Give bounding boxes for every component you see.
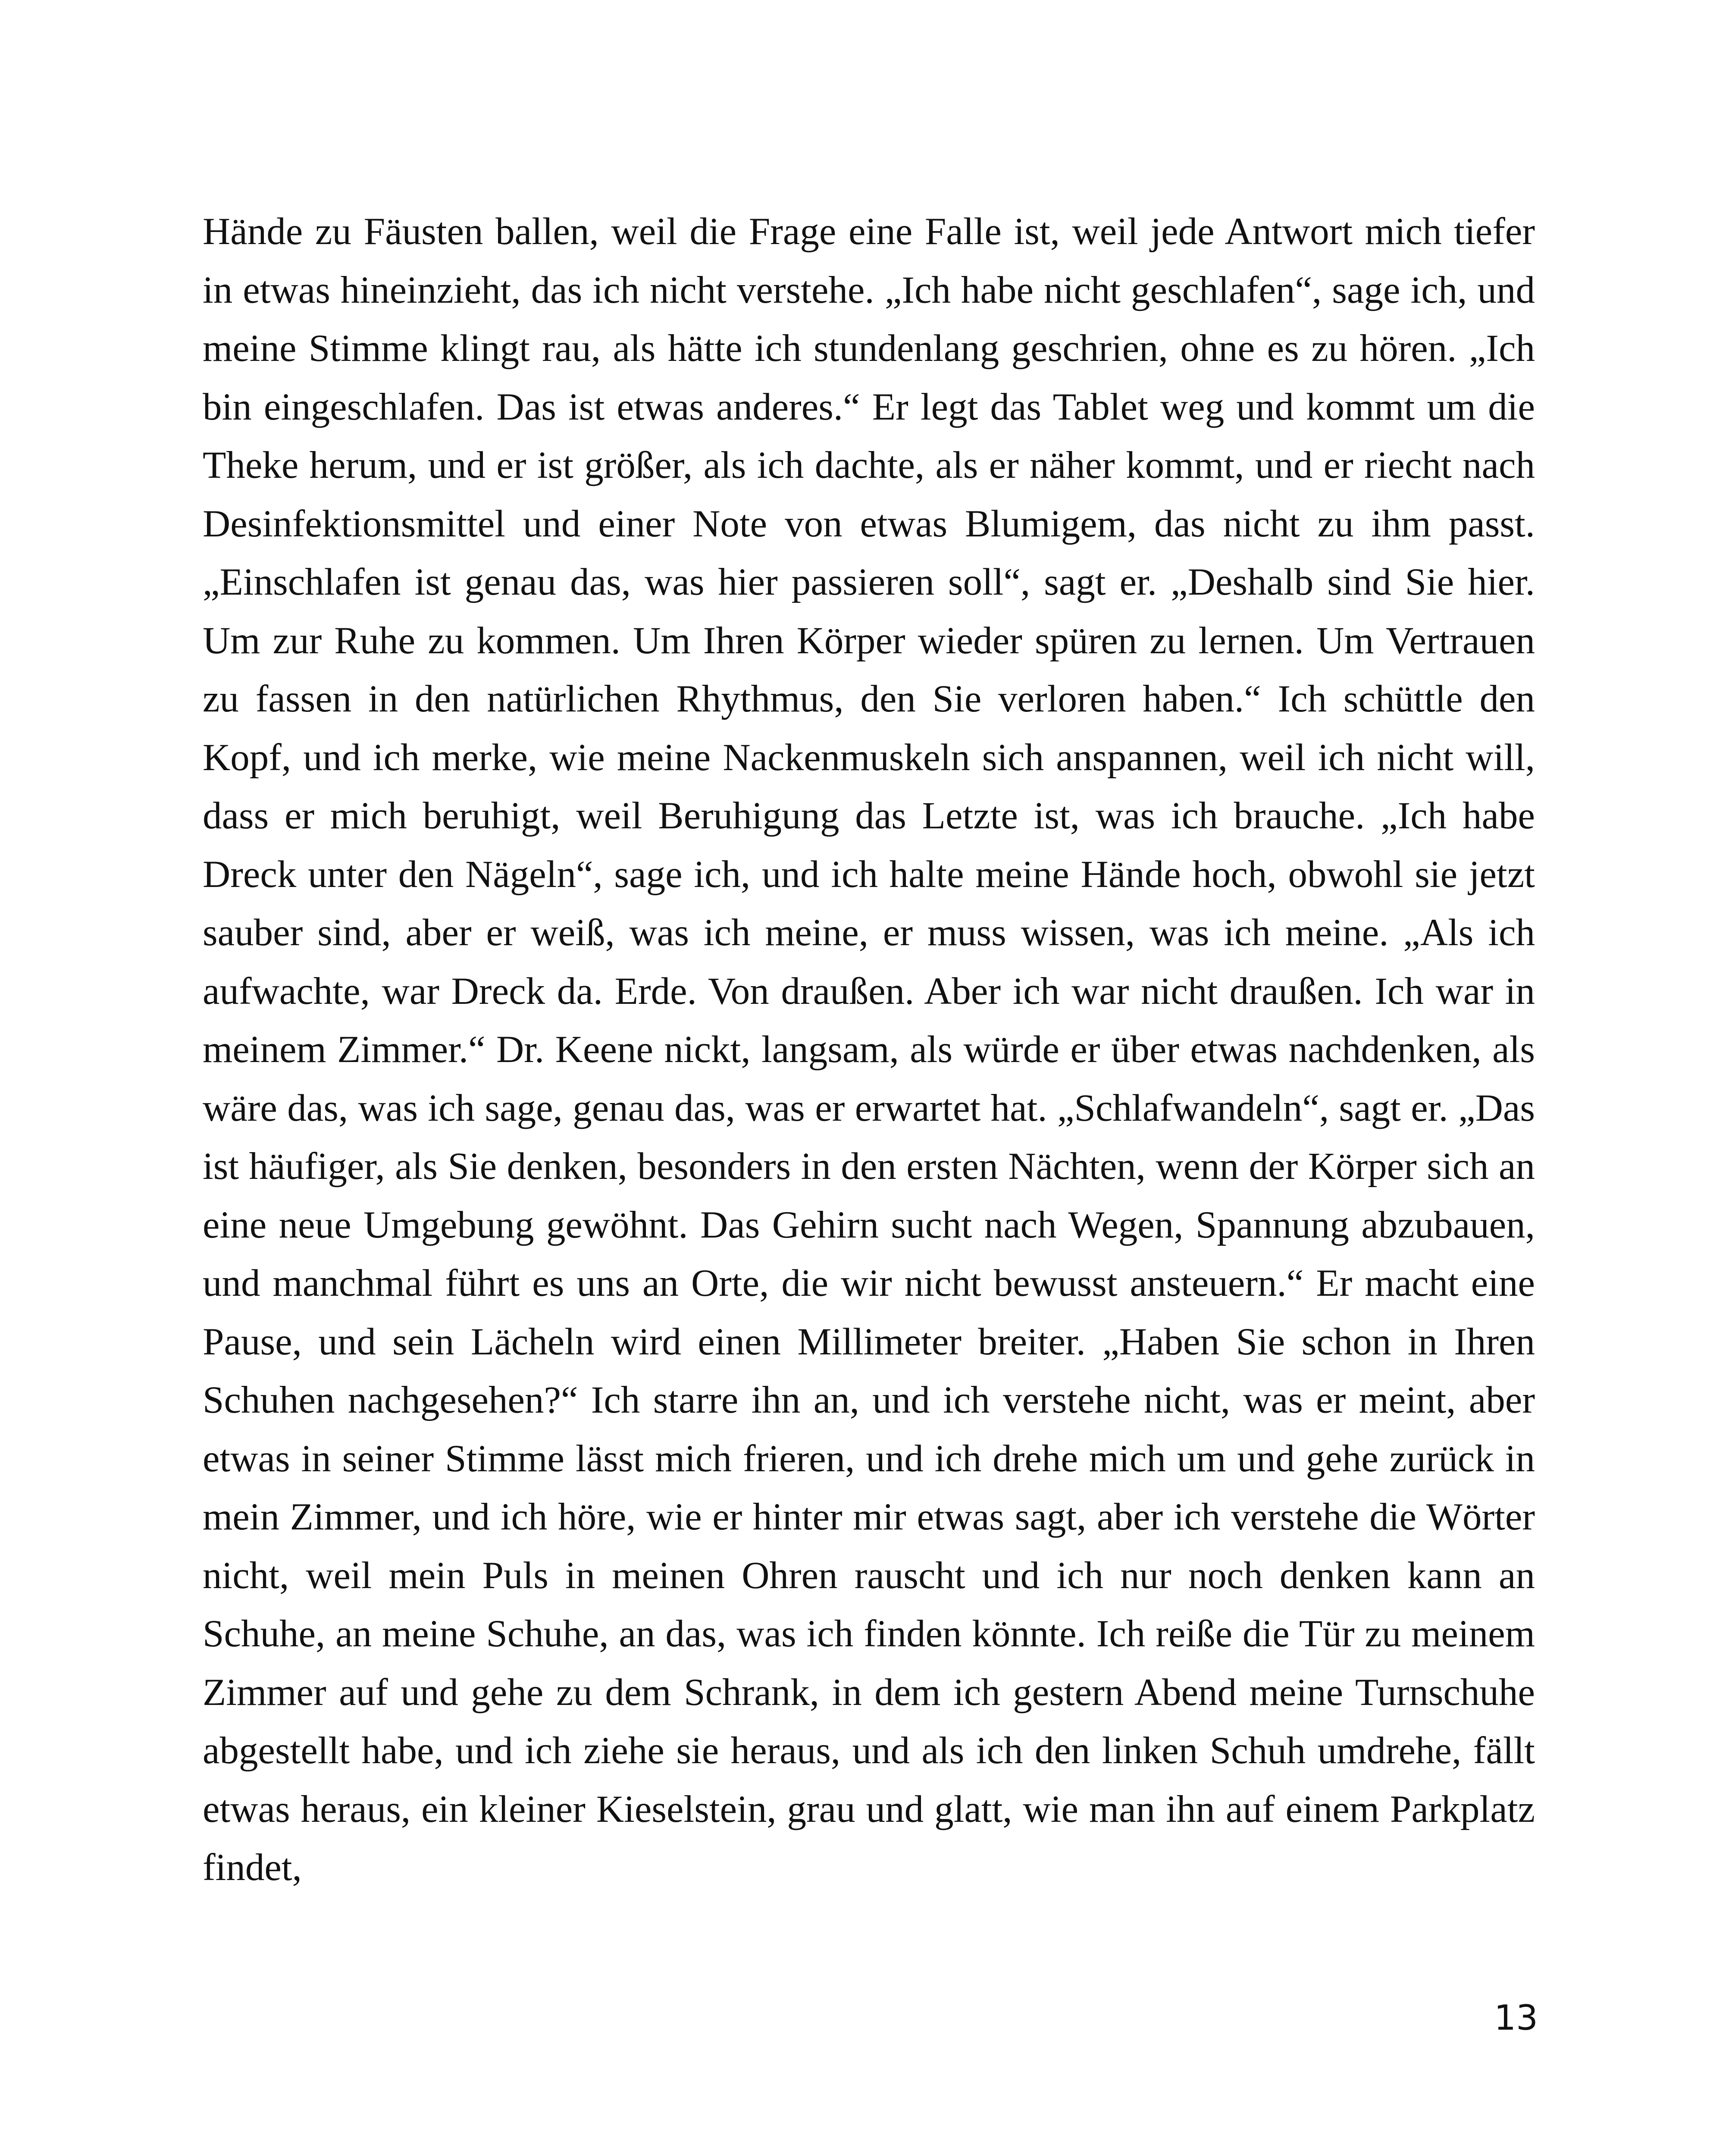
page-number: 13 [1494, 1998, 1538, 2038]
body-paragraph: Hände zu Fäusten ballen, weil die Frage eine Falle ist, weil jede Antwort mich tiefer in etwas hineinzieht, das ich nicht verstehe. „Ich habe nicht geschlafen“, sage ich, und meine Stimme klingt rau, als hätte ich stundenlang geschrien, ohne es zu hören. „Ich bin eingeschlafen. Das ist etwas anderes.“ Er legt das Tablet weg und kommt um die Theke herum, und er ist größer, als ich dachte, als er näher kommt, und er riecht nach Desinfektionsmittel und einer Note von etwas Blumigem, das nicht zu ihm passt. „Einschlafen ist genau das, was hier passieren soll“, sagt er. „Deshalb sind Sie hier. Um zur Ruhe zu kommen. Um Ihren Körper wieder spüren zu lernen. Um Vertrauen zu fassen in den natürlichen Rhythmus, den Sie verloren haben.“ Ich schüttle den Kopf, und ich merke, wie meine Nackenmuskeln sich anspannen, weil ich nicht will, dass er mich beruhigt, weil Beruhigung das Letzte ist, was ich brauche. „Ich habe Dreck unter den Nägeln“, sage ich, und ich halte meine Hände hoch, obwohl sie jetzt sauber sind, aber er weiß, was ich meine, er muss wissen, was ich meine. „Als ich aufwachte, war Dreck da. Erde. Von draußen. Aber ich war nicht draußen. Ich war in meinem Zimmer.“ Dr. Keene nickt, langsam, als würde er über etwas nachdenken, als wäre das, was ich sage, genau das, was er erwartet hat. „Schlafwandeln“, sagt er. „Das ist häufiger, als Sie denken, besonders in den ersten Nächten, wenn der Körper sich an eine neue Umgebung gewöhnt. Das Gehirn sucht nach Wegen, Spannung abzubauen, und manchmal führt es uns an Orte, die wir nicht bewusst ansteuern.“ Er macht eine Pause, und sein Lächeln wird einen Millimeter breiter. „Haben Sie schon in Ihren Schuhen nachgesehen?“ Ich starre ihn an, und ich verstehe nicht, was er meint, aber etwas in seiner Stimme lässt mich frieren, und ich drehe mich um und gehe zurück in mein Zimmer, und ich höre, wie er hinter mir etwas sagt, aber ich verstehe die Wörter nicht, weil mein Puls in meinen Ohren rauscht und ich nur noch denken kann an Schuhe, an meine Schuhe, an das, was ich finden könnte. Ich reiße die Tür zu meinem Zimmer auf und gehe zu dem Schrank, in dem ich gestern Abend meine Turnschuhe abgestellt habe, und ich ziehe sie heraus, und als ich den linken Schuh umdrehe, fällt etwas heraus, ein kleiner Kieselstein, grau und glatt, wie man ihn auf einem Parkplatz findet, [203, 210, 1535, 1889]
